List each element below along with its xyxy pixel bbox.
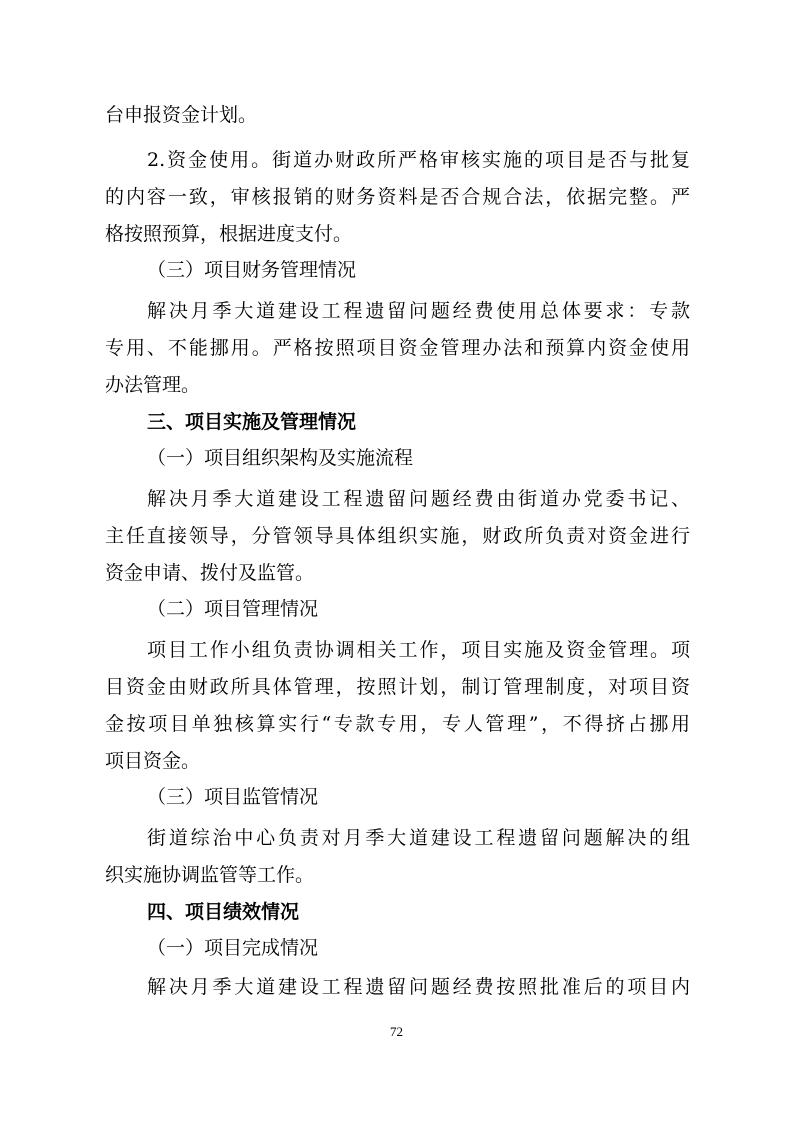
body-line: 解决月季大道建设工程遗留问题经费使用总体要求：专款: [147, 300, 690, 322]
body-line: 街道综治中心负责对月季大道建设工程遗留问题解决的组: [147, 827, 690, 849]
body-line: 织实施协调监管等工作。: [105, 864, 315, 886]
body-line: 项目工作小组负责协调相关工作，项目实施及资金管理。项: [147, 639, 690, 661]
body-line: 格按照预算，根据进度支付。: [105, 223, 353, 245]
section-subheading: （一）项目组织架构及实施流程: [147, 447, 414, 469]
body-line: 主任直接领导，分管领导具体组织实施，财政所负责对资金进行: [105, 525, 690, 547]
section-subheading: （二）项目管理情况: [147, 598, 319, 620]
section-subheading: （一）项目完成情况: [147, 937, 319, 959]
body-line: 的内容一致，审核报销的财务资料是否合规合法，依据完整。严: [105, 186, 690, 208]
section-subheading: （三）项目财务管理情况: [147, 259, 357, 281]
body-line: 解决月季大道建设工程遗留问题经费由街道办党委书记、: [147, 488, 690, 510]
body-line: 专用、不能挪用。严格按照项目资金管理办法和预算内资金使用: [105, 337, 690, 359]
section-subheading: （三）项目监管情况: [147, 786, 319, 808]
body-line: 项目资金。: [105, 750, 201, 772]
body-line: 金按项目单独核算实行“专款专用，专人管理”，不得挤占挪用: [105, 713, 690, 735]
section-heading: 四、项目绩效情况: [147, 901, 300, 923]
body-line: 台申报资金计划。: [105, 104, 258, 126]
body-line: 办法管理。: [105, 374, 201, 396]
body-line: 资金申请、拨付及监管。: [105, 562, 315, 584]
page-number: 72: [390, 1024, 403, 1039]
body-line: 解决月季大道建设工程遗留问题经费按照批准后的项目内: [147, 976, 690, 998]
section-heading: 三、项目实施及管理情况: [147, 411, 357, 433]
body-line: 目资金由财政所具体管理，按照计划，制订管理制度，对项目资: [105, 676, 690, 698]
body-line: 2.资金使用。街道办财政所严格审核实施的项目是否与批复: [147, 149, 690, 171]
